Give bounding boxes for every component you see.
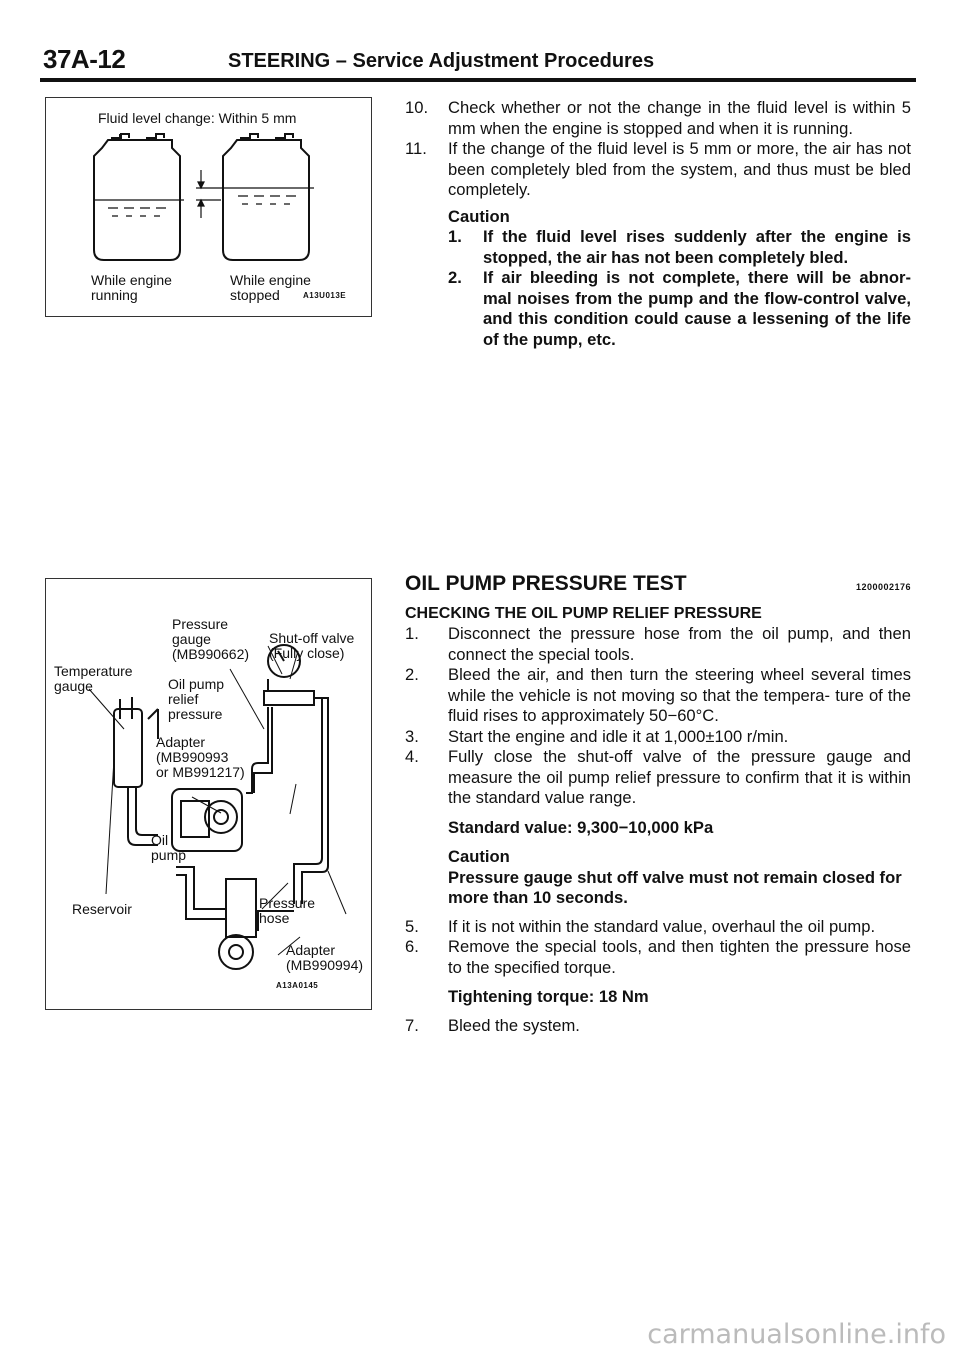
- figure-code: A13A0145: [276, 981, 319, 990]
- caution-text: Pressure gauge shut off valve must not remain closed for more than 10 seconds.: [448, 867, 902, 907]
- section-step: 7. Bleed the system.: [405, 1015, 580, 1035]
- label-pressure-gauge: Pressure gauge (MB990662): [172, 616, 250, 662]
- section-step: 6. Remove the special tools, and then tighten the pressure hose to the specified torque.: [405, 937, 911, 977]
- caution-title: Caution: [448, 206, 510, 226]
- pressure-test-figure: [45, 578, 372, 1010]
- caution-item-2: 2. If air bleeding is not complete, there will be abnor- mal noises from the pump and the flow-control valve, and this condition could cause a lessening of the life of the pump, etc.: [448, 268, 911, 349]
- section-subtitle: CHECKING THE OIL PUMP RELIEF PRESSURE: [405, 604, 762, 622]
- fluid-level-figure: [45, 97, 372, 317]
- procedure-text-top: [405, 98, 911, 350]
- caution-title: Caution: [448, 847, 510, 866]
- label-oil-pump-relief: Oil pump relief pressure: [168, 676, 225, 722]
- label-engine-stopped: While engine stopped: [230, 272, 311, 303]
- section-code: 1200002176: [855, 582, 911, 592]
- label-adapter-2: Adapter (MB990994): [286, 942, 364, 973]
- header-rule: [40, 78, 916, 82]
- standard-value: Standard value: 9,300−10,000 kPa: [448, 817, 714, 837]
- section-step: 3. Start the engine and idle it at 1,000±100 r/min.: [405, 726, 789, 746]
- caution-item-1: 1. If the fluid level rises suddenly after the engine is stopped, the air has not been completely bled.: [448, 227, 911, 267]
- label-adapter-1: Adapter (MB990993 or MB991217): [156, 734, 245, 780]
- label-engine-running: While engine running: [91, 272, 172, 303]
- label-temperature-gauge: Temperature gauge: [54, 663, 133, 694]
- section-step: 4. Fully close the shut-off valve of the pressure gauge and measure the oil pump relief pressure to confirm that it is within the standard value range.: [405, 747, 911, 807]
- step-11: 11. If the change of the fluid level is 5 mm or more, the air has not been completely bled from the system, and thus must be bled completely.: [405, 139, 911, 199]
- section-heading: [405, 574, 911, 598]
- section-step: 1. Disconnect the pressure hose from the oil pump, and then connect the special tools.: [405, 624, 911, 664]
- label-shutoff-valve: Shut-off valve (Fully close): [269, 630, 355, 661]
- oil-pump-section: [405, 574, 911, 1036]
- figure-code: A13U013E: [303, 291, 347, 300]
- step-10: 10. Check whether or not the change in the fluid level is within 5 mm when the engine is stopped and when it is running.: [405, 98, 911, 138]
- fluid-level-caption: Fluid level change: Within 5 mm: [98, 110, 297, 126]
- page-title: STEERING – Service Adjustment Procedures: [228, 50, 655, 72]
- watermark: carmanualsonline.info: [647, 1319, 946, 1350]
- section-title: OIL PUMP PRESSURE TEST: [405, 572, 687, 595]
- label-oil-pump: Oil pump: [151, 832, 187, 863]
- page-number: 37A-12: [43, 44, 126, 74]
- tightening-torque: Tightening torque: 18 Nm: [448, 987, 649, 1006]
- caution-block: [405, 207, 911, 351]
- section-step: 2. Bleed the air, and then turn the steering wheel several times while the vehicle is not moving so that the tempera- ture of the fluid rises to approximately 50−60°C.: [405, 665, 911, 725]
- label-pressure-hose: Pressure hose: [259, 895, 316, 926]
- section-step: 5. If it is not within the standard value, overhaul the oil pump.: [405, 916, 876, 936]
- label-reservoir: Reservoir: [72, 901, 132, 917]
